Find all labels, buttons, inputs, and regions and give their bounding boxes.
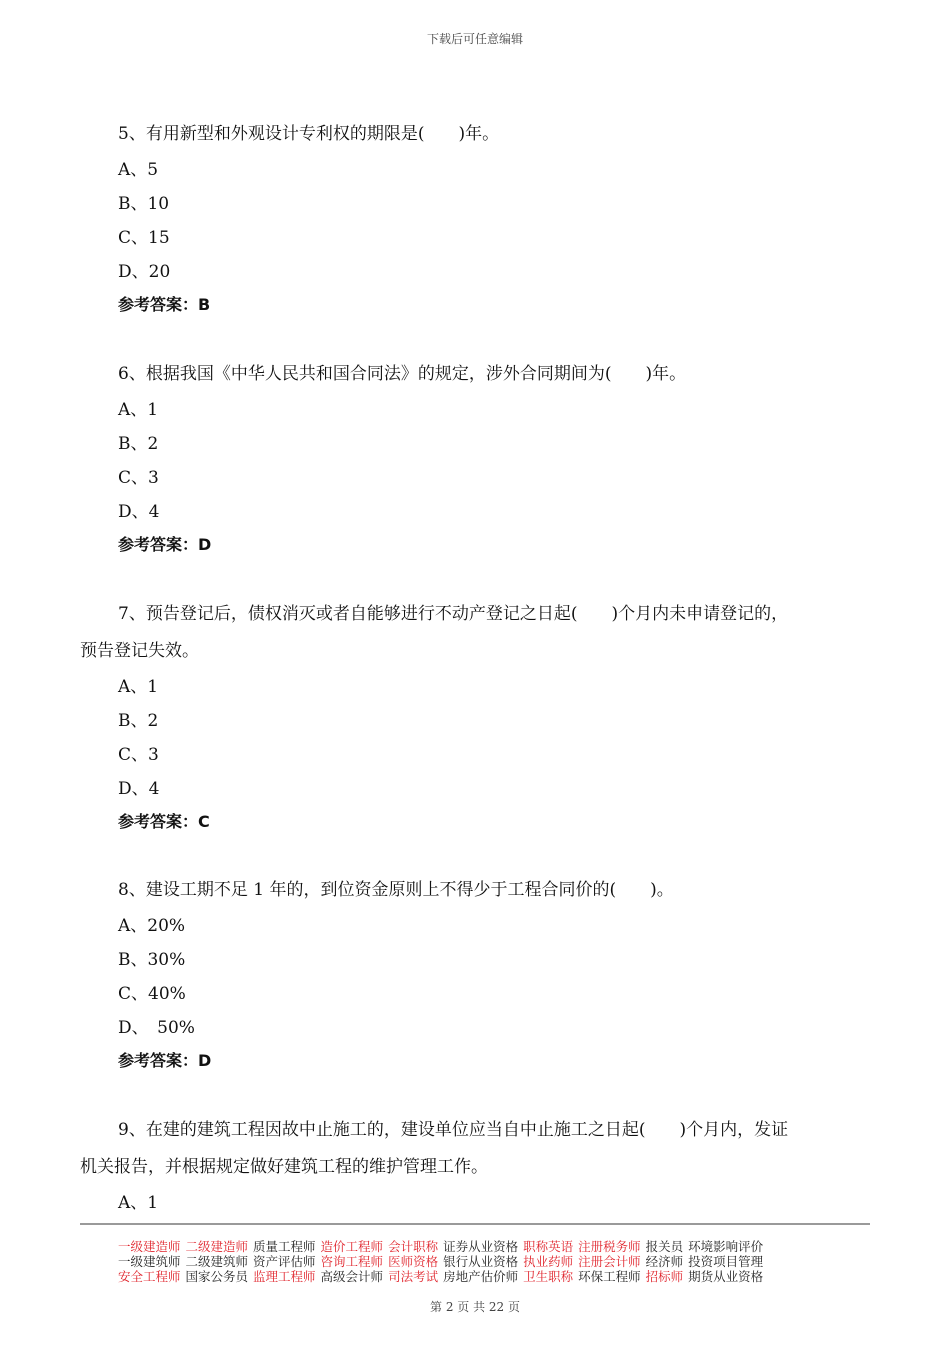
question-7-option-b: B、2 (118, 711, 159, 731)
question-8-option-c: C、40% (118, 984, 186, 1004)
footer-link[interactable]: 资产评估师 (253, 1254, 316, 1269)
footer-link[interactable]: 房地产估价师 (443, 1269, 519, 1284)
footer-links-row-1 (118, 1239, 858, 1254)
question-9-option-a: A、1 (118, 1193, 159, 1213)
footer-link[interactable]: 高级会计师 (320, 1269, 384, 1284)
question-6-option-d: D、4 (118, 502, 160, 522)
question-8-option-a: A、20% (118, 916, 186, 936)
footer-link[interactable]: 期货从业资格 (688, 1269, 764, 1284)
question-6-option-c: C、3 (118, 468, 159, 488)
footer-link[interactable]: 质量工程师 (253, 1239, 316, 1254)
question-9-stem: 9、在建的建筑工程因故中止施工的，建设单位应当自中止施工之日起( )个月内，发证 (118, 1120, 789, 1140)
footer-link[interactable]: 注册税务师 (578, 1239, 641, 1254)
footer-link[interactable]: 二级建筑师 (185, 1254, 249, 1269)
page-number: 第 2 页 共 22 页 (430, 1300, 520, 1314)
question-8-answer: 参考答案：D (118, 1051, 212, 1070)
footer-link[interactable]: 报关员 (645, 1239, 684, 1254)
question-5-option-b: B、10 (118, 194, 170, 214)
footer-link[interactable]: 经济师 (645, 1254, 684, 1269)
footer-link[interactable]: 投资项目管理 (688, 1254, 764, 1269)
footer-link[interactable]: 一级建筑师 (118, 1254, 181, 1269)
footer-link[interactable]: 国家公务员 (185, 1269, 249, 1284)
question-5-option-a: A、5 (118, 160, 159, 180)
footer-links (118, 1239, 858, 1284)
footer-link[interactable]: 招标师 (645, 1269, 684, 1284)
question-8-option-b: B、30% (118, 950, 186, 970)
footer-link[interactable]: 医师资格 (388, 1254, 439, 1269)
question-5-stem: 5、有用新型和外观设计专利权的期限是( )年。 (118, 124, 500, 144)
question-6-option-a: A、1 (118, 400, 159, 420)
footer-link[interactable]: 环保工程师 (578, 1269, 641, 1284)
question-8-stem: 8、建设工期不足 1 年的，到位资金原则上不得少于工程合同价的( )。 (118, 880, 674, 900)
footer-link[interactable]: 执业药师 (523, 1254, 574, 1269)
question-7-option-d: D、4 (118, 779, 160, 799)
question-7-stem: 7、预告登记后，债权消灭或者自能够进行不动产登记之日起( )个月内未申请登记的， (118, 604, 789, 624)
question-5-option-d: D、20 (118, 262, 171, 282)
question-7-option-a: A、1 (118, 677, 159, 697)
question-6-stem: 6、根据我国《中华人民共和国合同法》的规定，涉外合同期间为( )年。 (118, 364, 687, 384)
footer-link[interactable]: 环境影响评价 (688, 1239, 764, 1254)
footer-links-row-2 (118, 1254, 858, 1269)
question-7-option-c: C、3 (118, 745, 159, 765)
footer-link[interactable]: 一级建造师 (118, 1239, 181, 1254)
footer-link[interactable]: 卫生职称 (523, 1269, 574, 1284)
question-8-option-d: D、 50% (118, 1018, 195, 1038)
footer-link[interactable]: 证券从业资格 (443, 1239, 519, 1254)
footer-links-row-3 (118, 1269, 858, 1284)
footer-link[interactable]: 造价工程师 (320, 1239, 384, 1254)
footer-link[interactable]: 职称英语 (523, 1239, 574, 1254)
question-5-answer: 参考答案：B (118, 295, 211, 314)
footer-link[interactable]: 会计职称 (388, 1239, 439, 1254)
footer-link[interactable]: 咨询工程师 (320, 1254, 384, 1269)
footer-link[interactable]: 注册会计师 (578, 1254, 641, 1269)
footer-link[interactable]: 司法考试 (388, 1269, 439, 1284)
question-6-option-b: B、2 (118, 434, 159, 454)
question-7-answer: 参考答案：C (118, 812, 210, 831)
question-5-option-c: C、15 (118, 228, 170, 248)
question-7-stem-continued: 预告登记失效。 (80, 641, 199, 661)
footer-link[interactable]: 银行从业资格 (443, 1254, 519, 1269)
footer-link[interactable]: 安全工程师 (118, 1269, 181, 1284)
page-header: 下载后可任意编辑 (426, 32, 523, 46)
footer-link[interactable]: 二级建造师 (185, 1239, 249, 1254)
question-6-answer: 参考答案：D (118, 535, 212, 554)
footer-divider (80, 1223, 870, 1225)
question-9-stem-continued: 机关报告，并根据规定做好建筑工程的维护管理工作。 (80, 1157, 488, 1177)
footer-link[interactable]: 监理工程师 (253, 1269, 316, 1284)
